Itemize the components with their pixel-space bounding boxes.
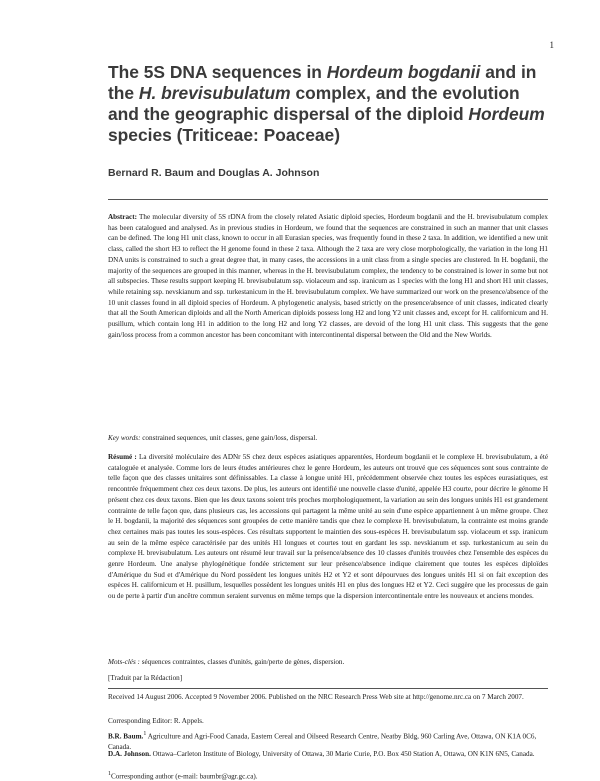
translation-note: [Traduit par la Rédaction]: [108, 674, 183, 682]
received-dates: Received 14 August 2006. Accepted 9 November 2006. Published on the NRC Research Press Web site at http://genome.nrc.ca on 7 March 2007.: [108, 693, 524, 701]
mots-cles: [108, 657, 548, 668]
keywords-label: Key words:: [108, 434, 141, 442]
article-title: The 5S DNA sequences in Hordeum bogdanii and in the H. brevisubulatum complex, and the evolution and the geographic dispersal of the diploid Hordeum species (Triticeae: Poaceae): [108, 62, 545, 145]
abstract-label: Abstract:: [108, 213, 137, 221]
page-number: 1: [549, 40, 554, 50]
resume: [108, 452, 548, 602]
affiliation-johnson: [108, 749, 548, 759]
authors: Bernard R. Baum and Douglas A. Johnson: [108, 167, 320, 179]
mots-cles-text: séquences contraintes, classes d'unités, gain/perte de gènes, dispersion.: [141, 658, 345, 666]
abstract-text: The molecular diversity of 5S rDNA from the closely related Asiatic diploid species, Hordeum bogdanii and the H. brevisubulatum complex has been catalogued and analysed. As in previous studies in Hordeum, we found that the sequences are constrained in such an manner that unit classes can be defined. The long H1 unit class, known to occur in all Eurasian species, was frequently found in these 2 taxa. In addition, we identified a new unit class, called the short H3 to reflect the H genome found in these 2 taxa. Although the 2 taxa are very close morphologically, the variation in the long H1 DNA units is constrained to such a great degree that, in many cases, the accessions in a unit class from a single species are clustered. In H. bogdanii, the majority of the sequences are grouped in this manner, whereas in the H. brevisubulatum complex, the tendency to be constrained is lower in some but not all subspecies. These results support keeping H. brevisubulatum ssp. violaceum and ssp. iranicum as 1 species with the long H1 and short H1 unit classes, while retaining ssp. nevskianum and ssp. turkestanicum in the H. brevisubulatum complex. We have summarized our work on the presence/absence of the 10 unit classes found in all diploid species of Hordeum. A phylogenetic analysis, based strictly on the presence/absence of unit classes, indicated clearly that all the South American diploids and all the North American diploids possess long H2 and long Y2 unit classes and, except for H. californicum and H. pusillum, which contain long H1 in addition to the long H2 and long Y2 classes, are devoid of the long H1 unit class. This suggests that the gene gain/loss process from a common ancestor has been concomitant with intercontinental dispersal between the Old and the New Worlds.: [108, 213, 549, 339]
mots-cles-label: Mots-clés :: [108, 658, 140, 666]
corresponding-sup: 1: [108, 771, 111, 777]
corresponding-text: Corresponding author (e-mail: baumbr@agr.gc.ca).: [110, 772, 258, 781]
affiliation-text: Agriculture and Agri-Food Canada, Eastern Cereal and Oilseed Research Centre, Neatby Bldg, 960 Carling Ave, Ottawa, ON K1A 0C6, Canada.: [108, 732, 537, 751]
footnote-rule: [108, 688, 548, 689]
corresponding-author: [108, 769, 548, 781]
affiliation-text: Ottawa–Carleton Institute of Biology, University of Ottawa, 30 Marie Curie, P.O. Box 450 Station A, Ottawa, ON K1N 6N5, Canada.: [152, 750, 535, 758]
resume-text: La diversité moléculaire des ADNr 5S chez deux espèces asiatiques apparentées, Hordeum bogdanii et le complexe H. brevisubulatum, a été cataloguée et analysée. Comme lors de leurs études antérieures chez le genre Hordeum, les auteurs ont trouvé que ces séquences sont sous contrainte de telle façon que des classes unitaires sont définissables. La classe à longue unité H1, précédemment observée chez toutes les espèces eurasiatiques, est rencontrée fréquemment chez ces deux taxons. De plus, les auteurs ont identifié une nouvelle classe d'unité, appelée H3 courte, pour décrire le génome H présent chez ces deux taxons. Bien que les deux taxons soient très proches morphologiquement, la variation au sein des longues unités H1 est grandement contrainte de telle façon que, dans plusieurs cas, les accessions qui partagent la même unité au sein d'une espèce appartiennent à un même groupe. Chez le H. bogdanii, la majorité des séquences sont groupées de cette manière tandis que chez le complexe H. brevisubulatum, la contrainte est moins grande chez certaines mais pas toutes les sous-espèces. Ces résultats supportent le maintien des sous-espèces H. brevisubulatum ssp. violaceum et ssp. iranicum au sein de la même espèce caractérisée par des unités H1 longues et courtes tout en gardant les ssp. nevskianum et ssp. turkestanicum au sein du complexe H. brevisubulatum. Les auteurs ont résumé leur travail sur la présence/absence des 10 classes d'unités trouvées chez l'ensemble des espèces du genre Hordeum. Une analyse phylogénétique fondée strictement sur leur présence/absence indique clairement que toutes les espèces diploïdes d'Amérique du Sud et d'Amérique du Nord possèdent les longues unités H2 et Y2 et sont dépourvues des longues unités H1 si on fait exception des espèces H. californicum et H. pusillum, lesquelles possèdent les longues unités H1 en plus des longues H2 et Y2. Ceci suggère que les processus de gain ou de perte à partir d'un ancêtre commun seraient survenus en même temps que la dispersion intercontinentale entre les nouveaux et anciens mondes.: [108, 453, 548, 601]
keywords-text: constrained sequences, unit classes, gene gain/loss, dispersal.: [142, 434, 318, 442]
keywords: [108, 433, 548, 444]
corresponding-editor: Corresponding Editor: R. Appels.: [108, 717, 204, 725]
abstract: [108, 212, 548, 340]
affiliation-name: B.R. Baum.: [108, 732, 144, 741]
affiliation-sup: 1: [143, 731, 147, 737]
affiliation-name: D.A. Johnson.: [108, 750, 151, 758]
resume-label: Résumé :: [108, 453, 137, 461]
top-rule: [108, 199, 548, 200]
